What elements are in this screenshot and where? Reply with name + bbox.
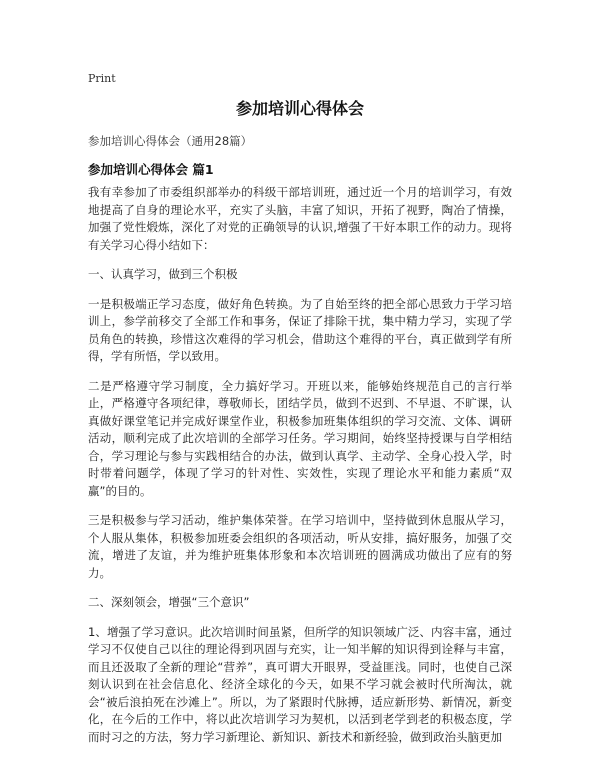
- paragraph-point-three: 三是积极参与学习活动，维护集体荣誉。在学习培训中，坚持做到休息服从学习，个人服从集体，积极参加班委会组织的各项活动，听从安排，搞好服务，加强了交流，增进了友谊，并为维护班集体形象和本次培训班的圆满成功做出了应有的努力。: [88, 513, 512, 580]
- section-heading: 参加培训心得体会 篇1: [88, 162, 214, 177]
- document-body: [88, 184, 512, 758]
- paragraph-point-two: 二是严格遵守学习制度，全力搞好学习。开班以来，能够始终规范自己的言行举止，严格遵守各项纪律，尊敬师长，团结学员，做到不迟到、不早退、不旷课，认真做好课堂笔记并完成好课堂作业，积极参加班集体组织的学习交流、文体、调研活动，顺利完成了此次培训的全部学习任务。学习期间，始终坚持授课与自学相结合，学习理论与参与实践相结合的办法，做到认真学、主动学、全身心投入学，时时带着问题学，体现了学习的针对性、实效性，实现了理论水平和能力素质“双赢”的目的。: [88, 378, 512, 498]
- heading-two: 二、深刻领会，增强“三个意识”: [88, 595, 250, 609]
- paragraph-intro: 我有幸参加了市委组织部举办的科级干部培训班，通过近一个月的培训学习，有效地提高了自身的理论水平，充实了头脑，丰富了知识，开拓了视野，陶冶了情操，加强了党性煅炼，深化了对党的正确领导的认识,增强了干好本职工作的动力。现将有关学习心得小结如下：: [88, 185, 512, 252]
- document-subtitle: 参加培训心得体会（通用28篇）: [88, 134, 253, 148]
- paragraph-point-one: 一是积极端正学习态度，做好角色转换。为了自始至终的把全部心思致力于学习培训上，参学前移交了全部工作和事务，保证了排除干扰，集中精力学习，实现了学员角色的转换，珍惜这次难得的学习机会，借助这个难得的平台，真正做到学有所得，学有所悟，学以致用。: [88, 296, 512, 363]
- paragraph-learning-awareness: 1、增强了学习意识。此次培训时间虽紧，但所学的知识领域广泛、内容丰富，通过学习不仅使自己以往的理论得到巩固与充实，让一知半解的知识得到诠释与丰富，而且还汲取了全新的理论“营养”，真可谓大开眼界，受益匪浅。同时，也使自己深刻认识到在社会信息化、经济全球化的今天，如果不学习就会被时代所淘汰，就会“被后浪拍死在沙滩上”。所以，为了紧跟时代脉搏，适应新形势、新情况，新变化，在今后的工作中，将以此次培训学习为契机，以活到老学到老的积极态度，学而时习之的方法，努力学习新理论、新知识、新技术和新经验，做到政治头脑更加: [88, 624, 512, 744]
- heading-one: 一、认真学习，做到三个积极: [88, 267, 238, 281]
- print-link[interactable]: Print: [88, 72, 116, 85]
- page-title: 参加培训心得体会: [235, 99, 364, 118]
